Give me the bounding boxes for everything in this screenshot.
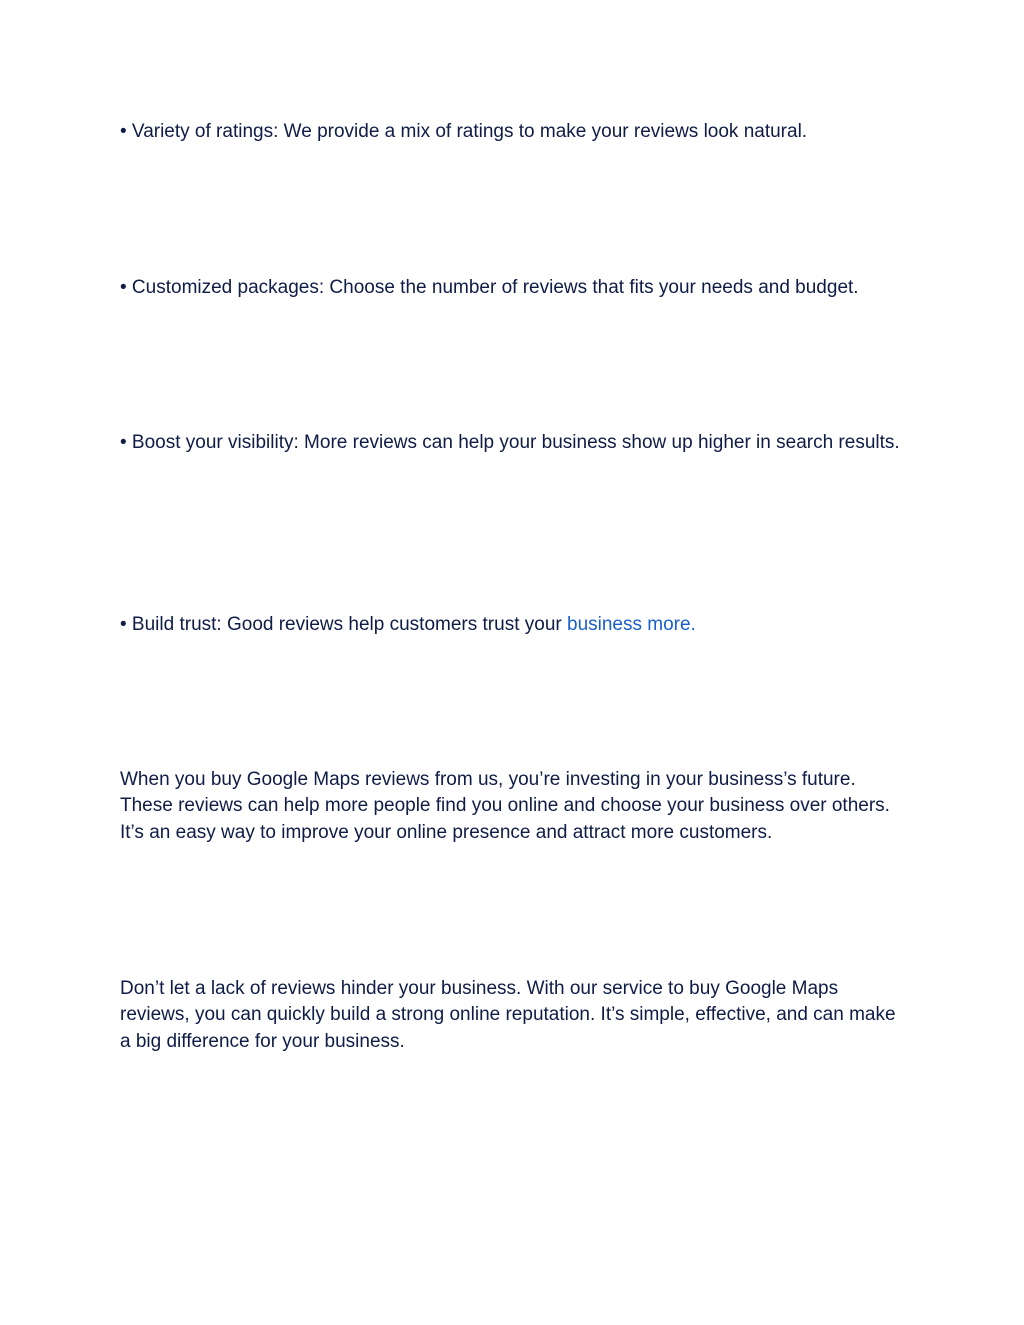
business-more-link[interactable]: business more.: [567, 614, 696, 635]
bullet-variety-of-ratings: • Variety of ratings: We provide a mix of ratings to make your reviews look natural.: [120, 121, 808, 142]
bullet-build-trust-text: • Build trust: Good reviews help customers trust your: [120, 614, 567, 635]
bullet-boost-visibility: • Boost your visibility: More reviews can help your business show up higher in search results.: [120, 432, 900, 453]
paragraph-investing: When you buy Google Maps reviews from us, you’re investing in your business’s future. These reviews can help more people find you online and choose your business over others. It’s an easy way to improve your online presence and attract more customers.: [120, 769, 890, 843]
bullet-customized-packages: • Customized packages: Choose the number of reviews that fits your needs and budget.: [120, 277, 859, 298]
bullet-build-trust: [120, 612, 910, 638]
paragraph-reputation: Don’t let a lack of reviews hinder your business. With our service to buy Google Maps reviews, you can quickly build a strong online reputation. It’s simple, effective, and can make a big difference for your business.: [120, 978, 896, 1052]
